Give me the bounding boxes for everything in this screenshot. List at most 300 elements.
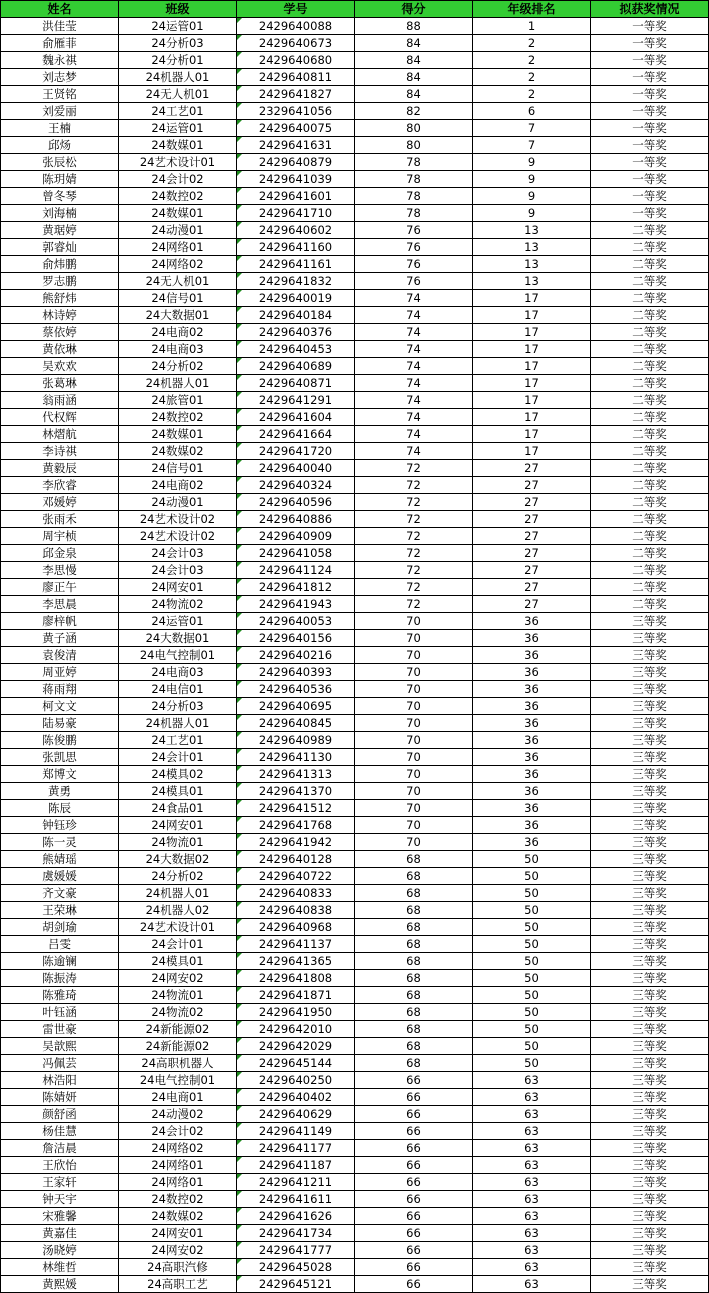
name-cell: 俞雁菲 xyxy=(1,35,119,52)
rank-cell: 2 xyxy=(473,52,591,69)
class-cell: 24电商03 xyxy=(119,664,237,681)
class-cell: 24电气控制01 xyxy=(119,1072,237,1089)
score-cell: 70 xyxy=(355,681,473,698)
score-cell: 68 xyxy=(355,1021,473,1038)
award-cell: 三等奖 xyxy=(591,1055,709,1072)
student-id-cell: 2429641039 xyxy=(237,171,355,188)
student-id-cell: 2429640393 xyxy=(237,664,355,681)
rank-cell: 50 xyxy=(473,1038,591,1055)
student-id-cell: 2429641611 xyxy=(237,1191,355,1208)
award-cell: 三等奖 xyxy=(591,1174,709,1191)
award-cell: 三等奖 xyxy=(591,1208,709,1225)
award-cell: 二等奖 xyxy=(591,528,709,545)
award-cell: 三等奖 xyxy=(591,732,709,749)
class-cell: 24动漫02 xyxy=(119,1106,237,1123)
rank-cell: 36 xyxy=(473,783,591,800)
score-cell: 68 xyxy=(355,1055,473,1072)
table-row xyxy=(1,885,709,902)
name-cell: 代权辉 xyxy=(1,409,119,426)
class-cell: 24电信01 xyxy=(119,681,237,698)
class-cell: 24信号01 xyxy=(119,460,237,477)
award-cell: 三等奖 xyxy=(591,630,709,647)
class-cell: 24分析03 xyxy=(119,35,237,52)
table-row xyxy=(1,664,709,681)
score-cell: 66 xyxy=(355,1259,473,1276)
name-cell: 邱金泉 xyxy=(1,545,119,562)
table-row xyxy=(1,647,709,664)
award-cell: 三等奖 xyxy=(591,681,709,698)
award-cell: 三等奖 xyxy=(591,664,709,681)
header-class: 班级 xyxy=(119,1,237,18)
student-id-cell: 2429641812 xyxy=(237,579,355,596)
table-row xyxy=(1,1021,709,1038)
name-cell: 雷世豪 xyxy=(1,1021,119,1038)
score-cell: 68 xyxy=(355,1004,473,1021)
award-cell: 一等奖 xyxy=(591,35,709,52)
score-cell: 70 xyxy=(355,834,473,851)
class-cell: 24分析02 xyxy=(119,868,237,885)
name-cell: 李思慢 xyxy=(1,562,119,579)
table-row xyxy=(1,919,709,936)
award-cell: 二等奖 xyxy=(591,222,709,239)
student-id-cell: 2429640845 xyxy=(237,715,355,732)
class-cell: 24运管01 xyxy=(119,120,237,137)
award-cell: 三等奖 xyxy=(591,749,709,766)
award-cell: 一等奖 xyxy=(591,137,709,154)
score-cell: 66 xyxy=(355,1157,473,1174)
award-cell: 一等奖 xyxy=(591,120,709,137)
rank-cell: 63 xyxy=(473,1191,591,1208)
table-row xyxy=(1,1242,709,1259)
name-cell: 黄琚婷 xyxy=(1,222,119,239)
award-cell: 一等奖 xyxy=(591,18,709,35)
name-cell: 宋雅馨 xyxy=(1,1208,119,1225)
name-cell: 胡剑瑜 xyxy=(1,919,119,936)
class-cell: 24电商02 xyxy=(119,324,237,341)
award-cell: 三等奖 xyxy=(591,902,709,919)
class-cell: 24数媒02 xyxy=(119,1208,237,1225)
rank-cell: 17 xyxy=(473,358,591,375)
table-row xyxy=(1,290,709,307)
class-cell: 24物流01 xyxy=(119,834,237,851)
student-id-cell: 2429640075 xyxy=(237,120,355,137)
student-id-cell: 2429641943 xyxy=(237,596,355,613)
name-cell: 林维哲 xyxy=(1,1259,119,1276)
score-cell: 74 xyxy=(355,358,473,375)
student-id-cell: 2429641626 xyxy=(237,1208,355,1225)
name-cell: 罗志鹏 xyxy=(1,273,119,290)
score-cell: 72 xyxy=(355,494,473,511)
rank-cell: 27 xyxy=(473,562,591,579)
class-cell: 24机器人01 xyxy=(119,715,237,732)
name-cell: 刘爱丽 xyxy=(1,103,119,120)
table-row xyxy=(1,1140,709,1157)
student-id-cell: 2429641808 xyxy=(237,970,355,987)
student-id-cell: 2429641604 xyxy=(237,409,355,426)
student-id-cell: 2329641056 xyxy=(237,103,355,120)
class-cell: 24旅管01 xyxy=(119,392,237,409)
table-row xyxy=(1,1157,709,1174)
score-cell: 68 xyxy=(355,1038,473,1055)
class-cell: 24分析01 xyxy=(119,52,237,69)
name-cell: 张凯思 xyxy=(1,749,119,766)
table-row xyxy=(1,222,709,239)
name-cell: 刘志梦 xyxy=(1,69,119,86)
table-row xyxy=(1,239,709,256)
score-cell: 72 xyxy=(355,579,473,596)
student-id-cell: 2429640673 xyxy=(237,35,355,52)
name-cell: 柯文文 xyxy=(1,698,119,715)
rank-cell: 63 xyxy=(473,1242,591,1259)
table-row xyxy=(1,392,709,409)
award-cell: 二等奖 xyxy=(591,477,709,494)
rank-cell: 36 xyxy=(473,681,591,698)
name-cell: 王贤铭 xyxy=(1,86,119,103)
table-body xyxy=(1,18,709,1293)
score-cell: 70 xyxy=(355,800,473,817)
class-cell: 24无人机01 xyxy=(119,273,237,290)
score-cell: 70 xyxy=(355,715,473,732)
student-id-cell: 2429640909 xyxy=(237,528,355,545)
table-row xyxy=(1,511,709,528)
score-cell: 84 xyxy=(355,86,473,103)
award-cell: 三等奖 xyxy=(591,1225,709,1242)
name-cell: 王荣琳 xyxy=(1,902,119,919)
table-row xyxy=(1,52,709,69)
class-cell: 24数控02 xyxy=(119,1191,237,1208)
award-cell: 二等奖 xyxy=(591,579,709,596)
name-cell: 齐文豪 xyxy=(1,885,119,902)
table-row xyxy=(1,69,709,86)
class-cell: 24物流02 xyxy=(119,1004,237,1021)
name-cell: 虞媛媛 xyxy=(1,868,119,885)
award-cell: 三等奖 xyxy=(591,1242,709,1259)
class-cell: 24动漫01 xyxy=(119,222,237,239)
class-cell: 24模具01 xyxy=(119,783,237,800)
student-id-cell: 2429640886 xyxy=(237,511,355,528)
student-id-cell: 2429641187 xyxy=(237,1157,355,1174)
award-cell: 一等奖 xyxy=(591,171,709,188)
class-cell: 24网安01 xyxy=(119,817,237,834)
rank-cell: 63 xyxy=(473,1140,591,1157)
student-id-cell: 2429641950 xyxy=(237,1004,355,1021)
table-row xyxy=(1,970,709,987)
table-row xyxy=(1,545,709,562)
rank-cell: 36 xyxy=(473,732,591,749)
table-row xyxy=(1,630,709,647)
score-cell: 68 xyxy=(355,970,473,987)
class-cell: 24电商01 xyxy=(119,1089,237,1106)
score-cell: 68 xyxy=(355,936,473,953)
student-id-cell: 2429641777 xyxy=(237,1242,355,1259)
name-cell: 李思晨 xyxy=(1,596,119,613)
award-cell: 二等奖 xyxy=(591,307,709,324)
score-cell: 74 xyxy=(355,341,473,358)
rank-cell: 36 xyxy=(473,613,591,630)
class-cell: 24数媒02 xyxy=(119,443,237,460)
score-cell: 66 xyxy=(355,1208,473,1225)
table-row xyxy=(1,35,709,52)
name-cell: 袁俊清 xyxy=(1,647,119,664)
class-cell: 24电气控制01 xyxy=(119,647,237,664)
student-id-cell: 2429640833 xyxy=(237,885,355,902)
class-cell: 24机器人01 xyxy=(119,885,237,902)
award-cell: 二等奖 xyxy=(591,290,709,307)
score-cell: 74 xyxy=(355,290,473,307)
name-cell: 陈雅琦 xyxy=(1,987,119,1004)
name-cell: 钟钰珍 xyxy=(1,817,119,834)
table-row xyxy=(1,324,709,341)
class-cell: 24大数据01 xyxy=(119,307,237,324)
rank-cell: 17 xyxy=(473,392,591,409)
student-id-cell: 2429641291 xyxy=(237,392,355,409)
table-row xyxy=(1,868,709,885)
table-row xyxy=(1,103,709,120)
student-id-cell: 2429641161 xyxy=(237,256,355,273)
table-row xyxy=(1,18,709,35)
award-cell: 三等奖 xyxy=(591,1021,709,1038)
rank-cell: 17 xyxy=(473,443,591,460)
rank-cell: 63 xyxy=(473,1157,591,1174)
class-cell: 24网络01 xyxy=(119,239,237,256)
score-cell: 68 xyxy=(355,953,473,970)
score-cell: 76 xyxy=(355,239,473,256)
header-row xyxy=(1,1,709,18)
class-cell: 24数媒01 xyxy=(119,426,237,443)
score-cell: 88 xyxy=(355,18,473,35)
table-row xyxy=(1,681,709,698)
student-id-cell: 2429640989 xyxy=(237,732,355,749)
award-cell: 一等奖 xyxy=(591,103,709,120)
student-id-cell: 2429642010 xyxy=(237,1021,355,1038)
name-cell: 杨佳慧 xyxy=(1,1123,119,1140)
score-cell: 66 xyxy=(355,1242,473,1259)
rank-cell: 9 xyxy=(473,205,591,222)
score-cell: 66 xyxy=(355,1276,473,1293)
table-row xyxy=(1,120,709,137)
name-cell: 周宇桢 xyxy=(1,528,119,545)
rank-cell: 27 xyxy=(473,579,591,596)
table-row xyxy=(1,154,709,171)
header-score: 得分 xyxy=(355,1,473,18)
table-row xyxy=(1,460,709,477)
class-cell: 24大数据01 xyxy=(119,630,237,647)
class-cell: 24新能源02 xyxy=(119,1038,237,1055)
score-cell: 68 xyxy=(355,987,473,1004)
class-cell: 24物流01 xyxy=(119,987,237,1004)
class-cell: 24物流02 xyxy=(119,596,237,613)
name-cell: 郭睿灿 xyxy=(1,239,119,256)
rank-cell: 36 xyxy=(473,630,591,647)
name-cell: 林诗婷 xyxy=(1,307,119,324)
class-cell: 24网络01 xyxy=(119,1157,237,1174)
table-row xyxy=(1,1072,709,1089)
award-cell: 三等奖 xyxy=(591,885,709,902)
rank-cell: 50 xyxy=(473,1055,591,1072)
table-row xyxy=(1,1038,709,1055)
name-cell: 吕雯 xyxy=(1,936,119,953)
student-id-cell: 2429641137 xyxy=(237,936,355,953)
score-cell: 66 xyxy=(355,1106,473,1123)
class-cell: 24艺术设计01 xyxy=(119,919,237,936)
rank-cell: 13 xyxy=(473,256,591,273)
class-cell: 24电商02 xyxy=(119,477,237,494)
score-cell: 84 xyxy=(355,35,473,52)
rank-cell: 13 xyxy=(473,239,591,256)
name-cell: 张辰松 xyxy=(1,154,119,171)
score-cell: 74 xyxy=(355,443,473,460)
class-cell: 24动漫01 xyxy=(119,494,237,511)
class-cell: 24艺术设计01 xyxy=(119,154,237,171)
header-grade-rank: 年级排名 xyxy=(473,1,591,18)
award-cell: 三等奖 xyxy=(591,1004,709,1021)
name-cell: 叶钰涵 xyxy=(1,1004,119,1021)
rank-cell: 13 xyxy=(473,273,591,290)
name-cell: 魏永祺 xyxy=(1,52,119,69)
rank-cell: 50 xyxy=(473,1004,591,1021)
rank-cell: 17 xyxy=(473,307,591,324)
student-id-cell: 2429641177 xyxy=(237,1140,355,1157)
name-cell: 熊婧瑶 xyxy=(1,851,119,868)
class-cell: 24食品01 xyxy=(119,800,237,817)
score-cell: 66 xyxy=(355,1225,473,1242)
name-cell: 陈辰 xyxy=(1,800,119,817)
award-cell: 三等奖 xyxy=(591,613,709,630)
student-id-cell: 2429641631 xyxy=(237,137,355,154)
student-id-cell: 2429640596 xyxy=(237,494,355,511)
student-id-cell: 2429641512 xyxy=(237,800,355,817)
student-id-cell: 2429641149 xyxy=(237,1123,355,1140)
header-award: 拟获奖情况 xyxy=(591,1,709,18)
score-cell: 70 xyxy=(355,732,473,749)
rank-cell: 2 xyxy=(473,35,591,52)
student-id-cell: 2429640838 xyxy=(237,902,355,919)
class-cell: 24网络02 xyxy=(119,1140,237,1157)
award-cell: 三等奖 xyxy=(591,987,709,1004)
table-row xyxy=(1,273,709,290)
student-id-cell: 2429641871 xyxy=(237,987,355,1004)
rank-cell: 63 xyxy=(473,1174,591,1191)
score-cell: 80 xyxy=(355,120,473,137)
header-name: 姓名 xyxy=(1,1,119,18)
name-cell: 冯佩芸 xyxy=(1,1055,119,1072)
class-cell: 24会计01 xyxy=(119,936,237,953)
table-row xyxy=(1,409,709,426)
student-id-cell: 2429641211 xyxy=(237,1174,355,1191)
award-cell: 三等奖 xyxy=(591,1089,709,1106)
student-id-cell: 2429640088 xyxy=(237,18,355,35)
rank-cell: 63 xyxy=(473,1072,591,1089)
score-cell: 74 xyxy=(355,324,473,341)
award-cell: 三等奖 xyxy=(591,1038,709,1055)
score-cell: 74 xyxy=(355,409,473,426)
student-id-cell: 2429641370 xyxy=(237,783,355,800)
name-cell: 王家轩 xyxy=(1,1174,119,1191)
score-cell: 68 xyxy=(355,885,473,902)
rank-cell: 50 xyxy=(473,936,591,953)
rank-cell: 6 xyxy=(473,103,591,120)
score-cell: 70 xyxy=(355,817,473,834)
table-row xyxy=(1,1276,709,1293)
award-cell: 三等奖 xyxy=(591,766,709,783)
name-cell: 蒋雨翔 xyxy=(1,681,119,698)
rank-cell: 50 xyxy=(473,851,591,868)
score-cell: 72 xyxy=(355,596,473,613)
class-cell: 24网络01 xyxy=(119,1174,237,1191)
rank-cell: 9 xyxy=(473,171,591,188)
class-cell: 24高职机器人 xyxy=(119,1055,237,1072)
class-cell: 24数媒01 xyxy=(119,205,237,222)
rank-cell: 9 xyxy=(473,154,591,171)
student-id-cell: 2429641365 xyxy=(237,953,355,970)
class-cell: 24无人机01 xyxy=(119,86,237,103)
student-id-cell: 2429640216 xyxy=(237,647,355,664)
class-cell: 24会计02 xyxy=(119,1123,237,1140)
table-row xyxy=(1,443,709,460)
table-row xyxy=(1,987,709,1004)
name-cell: 吴欢欢 xyxy=(1,358,119,375)
award-cell: 二等奖 xyxy=(591,375,709,392)
rank-cell: 63 xyxy=(473,1225,591,1242)
score-cell: 68 xyxy=(355,902,473,919)
name-cell: 黄嘉佳 xyxy=(1,1225,119,1242)
name-cell: 郑博文 xyxy=(1,766,119,783)
name-cell: 黄勇 xyxy=(1,783,119,800)
name-cell: 俞炜鹏 xyxy=(1,256,119,273)
student-id-cell: 2429641124 xyxy=(237,562,355,579)
name-cell: 蔡依婷 xyxy=(1,324,119,341)
score-cell: 70 xyxy=(355,613,473,630)
name-cell: 陈振涛 xyxy=(1,970,119,987)
rank-cell: 27 xyxy=(473,528,591,545)
name-cell: 邓媛婷 xyxy=(1,494,119,511)
student-id-cell: 2429640968 xyxy=(237,919,355,936)
table-row xyxy=(1,86,709,103)
score-cell: 70 xyxy=(355,664,473,681)
award-cell: 二等奖 xyxy=(591,273,709,290)
name-cell: 钟天宇 xyxy=(1,1191,119,1208)
rank-cell: 63 xyxy=(473,1208,591,1225)
name-cell: 熊舒炜 xyxy=(1,290,119,307)
class-cell: 24机器人02 xyxy=(119,902,237,919)
score-cell: 66 xyxy=(355,1140,473,1157)
name-cell: 陈一灵 xyxy=(1,834,119,851)
rank-cell: 2 xyxy=(473,86,591,103)
class-cell: 24网安01 xyxy=(119,579,237,596)
award-cell: 三等奖 xyxy=(591,851,709,868)
award-cell: 三等奖 xyxy=(591,936,709,953)
student-id-cell: 2429640019 xyxy=(237,290,355,307)
table-row xyxy=(1,698,709,715)
student-id-cell: 2429641734 xyxy=(237,1225,355,1242)
award-cell: 一等奖 xyxy=(591,52,709,69)
score-cell: 70 xyxy=(355,749,473,766)
award-cell: 二等奖 xyxy=(591,239,709,256)
table-row xyxy=(1,1174,709,1191)
class-cell: 24模具01 xyxy=(119,953,237,970)
award-cell: 二等奖 xyxy=(591,256,709,273)
score-cell: 78 xyxy=(355,171,473,188)
table-row xyxy=(1,936,709,953)
name-cell: 黄毅辰 xyxy=(1,460,119,477)
award-cell: 三等奖 xyxy=(591,1106,709,1123)
class-cell: 24运管01 xyxy=(119,613,237,630)
student-id-cell: 2429640128 xyxy=(237,851,355,868)
rank-cell: 63 xyxy=(473,1276,591,1293)
table-row xyxy=(1,1191,709,1208)
class-cell: 24艺术设计02 xyxy=(119,511,237,528)
name-cell: 廖梓帆 xyxy=(1,613,119,630)
